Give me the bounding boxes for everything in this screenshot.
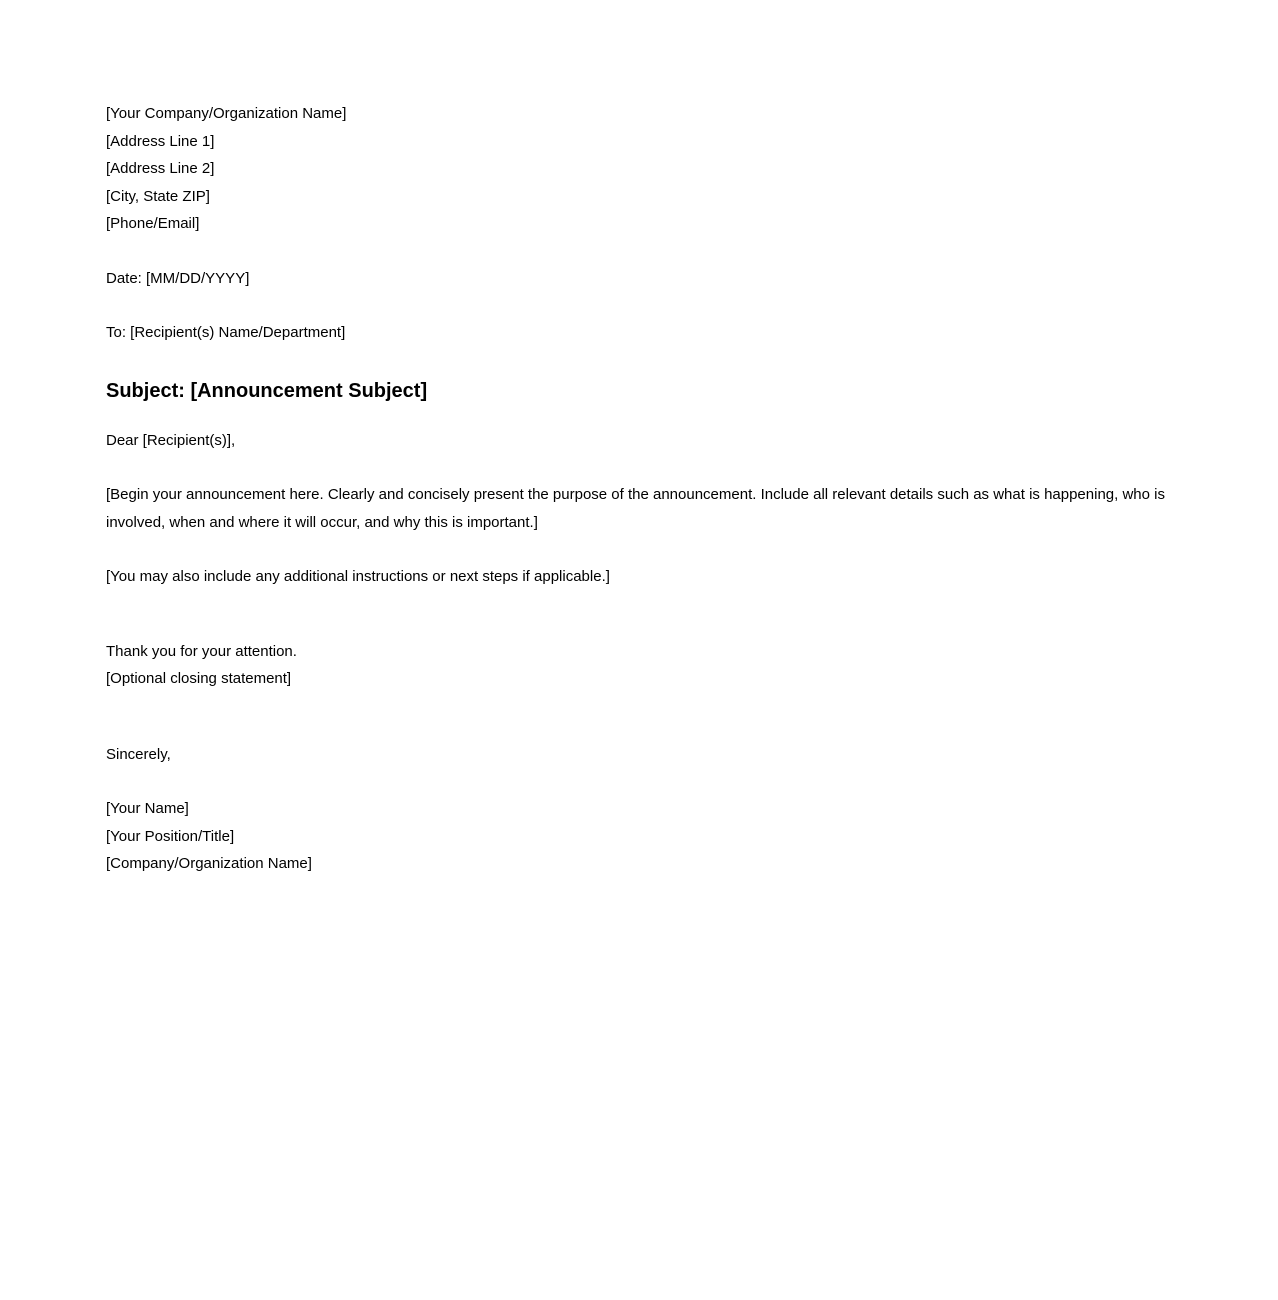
closing-block [106, 638, 1172, 693]
recipient-line: To: [Recipient(s) Name/Department] [106, 324, 346, 341]
subject-heading: Subject: [Announcement Subject] [106, 379, 428, 402]
signature-block [106, 795, 1172, 878]
sender-address-line-2: [Address Line 2] [106, 160, 215, 177]
signature-name-line: [Your Name] [106, 800, 189, 817]
thank-you-line: Thank you for your attention. [106, 642, 297, 660]
date-line: Date: [MM/DD/YYYY] [106, 269, 250, 287]
sender-address-block [106, 100, 1172, 238]
salutation-line: Dear [Recipient(s)], [106, 431, 236, 449]
optional-closing-line: [Optional closing statement] [106, 670, 292, 687]
sender-company-name-line: [Your Company/Organization Name] [106, 105, 347, 122]
additional-instructions-paragraph: [You may also include any additional instructions or next steps if applicable.] [106, 568, 610, 585]
sender-phone-email-line: [Phone/Email] [106, 215, 200, 232]
sender-city-state-zip-line: [City, State ZIP] [106, 187, 210, 205]
announcement-body-paragraph: [Begin your announcement here. Clearly and concisely present the purpose of the announcement. Include all relevant details such as what is happening, who is involved, when and where it will occur, and why this is important.] [106, 486, 1165, 531]
sender-address-line-1: [Address Line 1] [106, 132, 215, 150]
signature-title-line: [Your Position/Title] [106, 827, 235, 845]
signature-company-line: [Company/Organization Name] [106, 855, 312, 872]
signoff-line: Sincerely, [106, 745, 171, 763]
